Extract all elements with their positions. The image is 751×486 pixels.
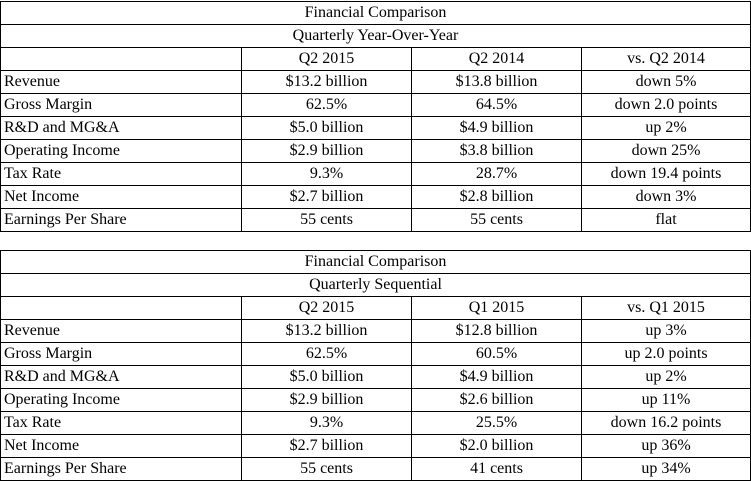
prior-value: 28.7%	[412, 163, 582, 186]
prior-value: $12.8 billion	[412, 320, 582, 343]
prior-value: $4.9 billion	[412, 366, 582, 389]
prior-value: 64.5%	[412, 94, 582, 117]
prior-value: $2.0 billion	[412, 435, 582, 458]
column-header-change: vs. Q2 2014	[582, 48, 751, 71]
change-value: up 2%	[582, 366, 751, 389]
change-value: flat	[582, 209, 751, 232]
column-header-prior: Q1 2015	[412, 297, 582, 320]
table-row	[1, 458, 751, 481]
metric-label: Net Income	[1, 435, 242, 458]
current-value: 55 cents	[242, 458, 412, 481]
financial-comparison-yoy-table	[0, 1, 751, 232]
table-row	[1, 186, 751, 209]
prior-value: $4.9 billion	[412, 117, 582, 140]
current-value: $13.2 billion	[242, 320, 412, 343]
column-header-current: Q2 2015	[242, 297, 412, 320]
column-header-current: Q2 2015	[242, 48, 412, 71]
table-row	[1, 94, 751, 117]
current-value: 62.5%	[242, 94, 412, 117]
column-header-row	[1, 297, 751, 320]
current-value: 9.3%	[242, 163, 412, 186]
table-title: Financial Comparison	[1, 2, 751, 25]
current-value: $13.2 billion	[242, 71, 412, 94]
change-value: up 2%	[582, 117, 751, 140]
metric-label: Earnings Per Share	[1, 458, 242, 481]
current-value: $2.9 billion	[242, 140, 412, 163]
change-value: up 36%	[582, 435, 751, 458]
table-row	[1, 163, 751, 186]
column-header-change: vs. Q1 2015	[582, 297, 751, 320]
metric-label: Tax Rate	[1, 163, 242, 186]
prior-value: 41 cents	[412, 458, 582, 481]
prior-value: 55 cents	[412, 209, 582, 232]
change-value: down 19.4 points	[582, 163, 751, 186]
current-value: 62.5%	[242, 343, 412, 366]
change-value: up 11%	[582, 389, 751, 412]
metric-label: R&D and MG&A	[1, 117, 242, 140]
table-subtitle: Quarterly Year-Over-Year	[1, 25, 751, 48]
current-value: $2.7 billion	[242, 186, 412, 209]
metric-label: Net Income	[1, 186, 242, 209]
table-title-row	[1, 251, 751, 274]
table-row	[1, 343, 751, 366]
metric-label: Gross Margin	[1, 343, 242, 366]
column-header-metric	[1, 297, 242, 320]
current-value: $2.9 billion	[242, 389, 412, 412]
table-subtitle: Quarterly Sequential	[1, 274, 751, 297]
metric-label: R&D and MG&A	[1, 366, 242, 389]
change-value: up 34%	[582, 458, 751, 481]
change-value: up 2.0 points	[582, 343, 751, 366]
change-value: down 3%	[582, 186, 751, 209]
change-value: down 16.2 points	[582, 412, 751, 435]
current-value: 55 cents	[242, 209, 412, 232]
table-row	[1, 366, 751, 389]
metric-label: Revenue	[1, 71, 242, 94]
metric-label: Tax Rate	[1, 412, 242, 435]
prior-value: $2.6 billion	[412, 389, 582, 412]
change-value: down 2.0 points	[582, 94, 751, 117]
table-row	[1, 389, 751, 412]
change-value: down 25%	[582, 140, 751, 163]
financial-comparison-sequential-table	[0, 250, 751, 481]
table-title: Financial Comparison	[1, 251, 751, 274]
metric-label: Revenue	[1, 320, 242, 343]
metric-label: Earnings Per Share	[1, 209, 242, 232]
prior-value: 25.5%	[412, 412, 582, 435]
table-row	[1, 140, 751, 163]
table-row	[1, 320, 751, 343]
column-header-metric	[1, 48, 242, 71]
table-row	[1, 412, 751, 435]
current-value: 9.3%	[242, 412, 412, 435]
table-subtitle-row	[1, 274, 751, 297]
current-value: $5.0 billion	[242, 366, 412, 389]
column-header-prior: Q2 2014	[412, 48, 582, 71]
prior-value: $13.8 billion	[412, 71, 582, 94]
current-value: $2.7 billion	[242, 435, 412, 458]
table-row	[1, 209, 751, 232]
table-row	[1, 117, 751, 140]
prior-value: $2.8 billion	[412, 186, 582, 209]
change-value: down 5%	[582, 71, 751, 94]
table-title-row	[1, 2, 751, 25]
table-row	[1, 71, 751, 94]
current-value: $5.0 billion	[242, 117, 412, 140]
column-header-row	[1, 48, 751, 71]
metric-label: Gross Margin	[1, 94, 242, 117]
table-row	[1, 435, 751, 458]
change-value: up 3%	[582, 320, 751, 343]
metric-label: Operating Income	[1, 140, 242, 163]
prior-value: 60.5%	[412, 343, 582, 366]
prior-value: $3.8 billion	[412, 140, 582, 163]
table-subtitle-row	[1, 25, 751, 48]
metric-label: Operating Income	[1, 389, 242, 412]
